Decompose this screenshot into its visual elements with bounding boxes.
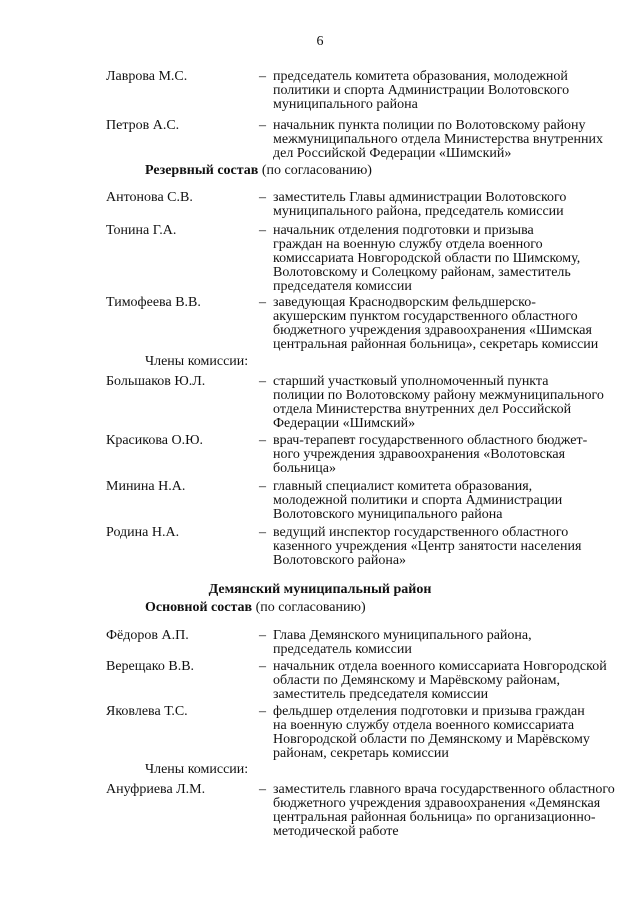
member-role: заведующая Краснодворским фельдшерско- акушерским пунктом государственного областного бюджетного учреждения здравоохранения «Шимская центральная районная больница», секретарь комиссии — [273, 295, 599, 352]
member-role: врач-терапевт государственного областного бюджет- ного учреждения здравоохранения «Волотовская больница» — [273, 433, 588, 476]
page-number: 6 — [316, 34, 324, 49]
member-role: ведущий инспектор государственного областного казенного учреждения «Центр занятости населения Волотовского района» — [273, 525, 582, 568]
member-role: начальник отделения подготовки и призыва граждан на военную службу отдела военного комиссариата Новгородской области по Шимскому, Волотовскому и Солецкому районам, заместитель председателя комиссии — [273, 223, 581, 294]
dash: – — [259, 295, 266, 310]
member-role: Глава Демянского муниципального района, председатель комиссии — [273, 628, 532, 657]
dash: – — [259, 659, 266, 674]
member-name: Петров А.С. — [106, 118, 180, 133]
member-name: Яковлева Т.С. — [106, 704, 188, 719]
dash: – — [259, 782, 266, 797]
member-name: Верещако В.В. — [106, 659, 195, 674]
members-label: Члены комиссии: — [145, 762, 249, 777]
member-name: Тонина Г.А. — [106, 223, 177, 238]
member-role: старший участковый уполномоченный пункта полиции по Волотовскому району межмуниципального отдела Министерства внутренних дел Российской Федерации «Шимский» — [273, 374, 604, 431]
dash: – — [259, 704, 266, 719]
section-heading-main: Основной состав (по согласованию) — [145, 600, 366, 615]
dash: – — [259, 628, 266, 643]
member-name: Лаврова М.С. — [106, 69, 188, 84]
member-role: заместитель главного врача государственного областного бюджетного учреждения здравоохранения «Демянская центральная районная больница» по организационно- методической работе — [273, 782, 615, 839]
section-heading-reserve: Резервный состав (по согласованию) — [145, 163, 372, 178]
dash: – — [259, 190, 266, 205]
dash: – — [259, 433, 266, 448]
member-name: Антонова С.В. — [106, 190, 193, 205]
member-role: главный специалист комитета образования, молодежной политики и спорта Администрации Волотовского муниципального района — [273, 479, 563, 522]
members-label: Члены комиссии: — [145, 354, 249, 369]
dash: – — [259, 69, 266, 84]
member-role: начальник пункта полиции по Волотовскому району межмуниципального отдела Министерства внутренних дел Российской Федерации «Шимский» — [273, 118, 603, 161]
member-name: Фёдоров А.П. — [106, 628, 189, 643]
member-name: Минина Н.А. — [106, 479, 186, 494]
member-name: Тимофеева В.В. — [106, 295, 201, 310]
dash: – — [259, 479, 266, 494]
dash: – — [259, 223, 266, 238]
member-name: Ануфриева Л.М. — [106, 782, 206, 797]
dash: – — [259, 525, 266, 540]
district-title: Демянский муниципальный район — [208, 582, 432, 597]
member-name: Родина Н.А. — [106, 525, 180, 540]
dash: – — [259, 118, 266, 133]
member-role: председатель комитета образования, молодежной политики и спорта Администрации Волотовского муниципального района — [273, 69, 570, 112]
member-name: Большаков Ю.Л. — [106, 374, 206, 389]
dash: – — [259, 374, 266, 389]
member-role: фельдшер отделения подготовки и призыва граждан на военную службу отдела военного комиссариата Новгородской области по Демянскому и Марёвскому районам, секретарь комиссии — [273, 704, 590, 761]
member-role: заместитель Главы администрации Волотовского муниципального района, председатель комиссии — [273, 190, 567, 219]
member-role: начальник отдела военного комиссариата Новгородской области по Демянскому и Марёвскому районам, заместитель председателя комиссии — [273, 659, 607, 702]
member-name: Красикова О.Ю. — [106, 433, 203, 448]
